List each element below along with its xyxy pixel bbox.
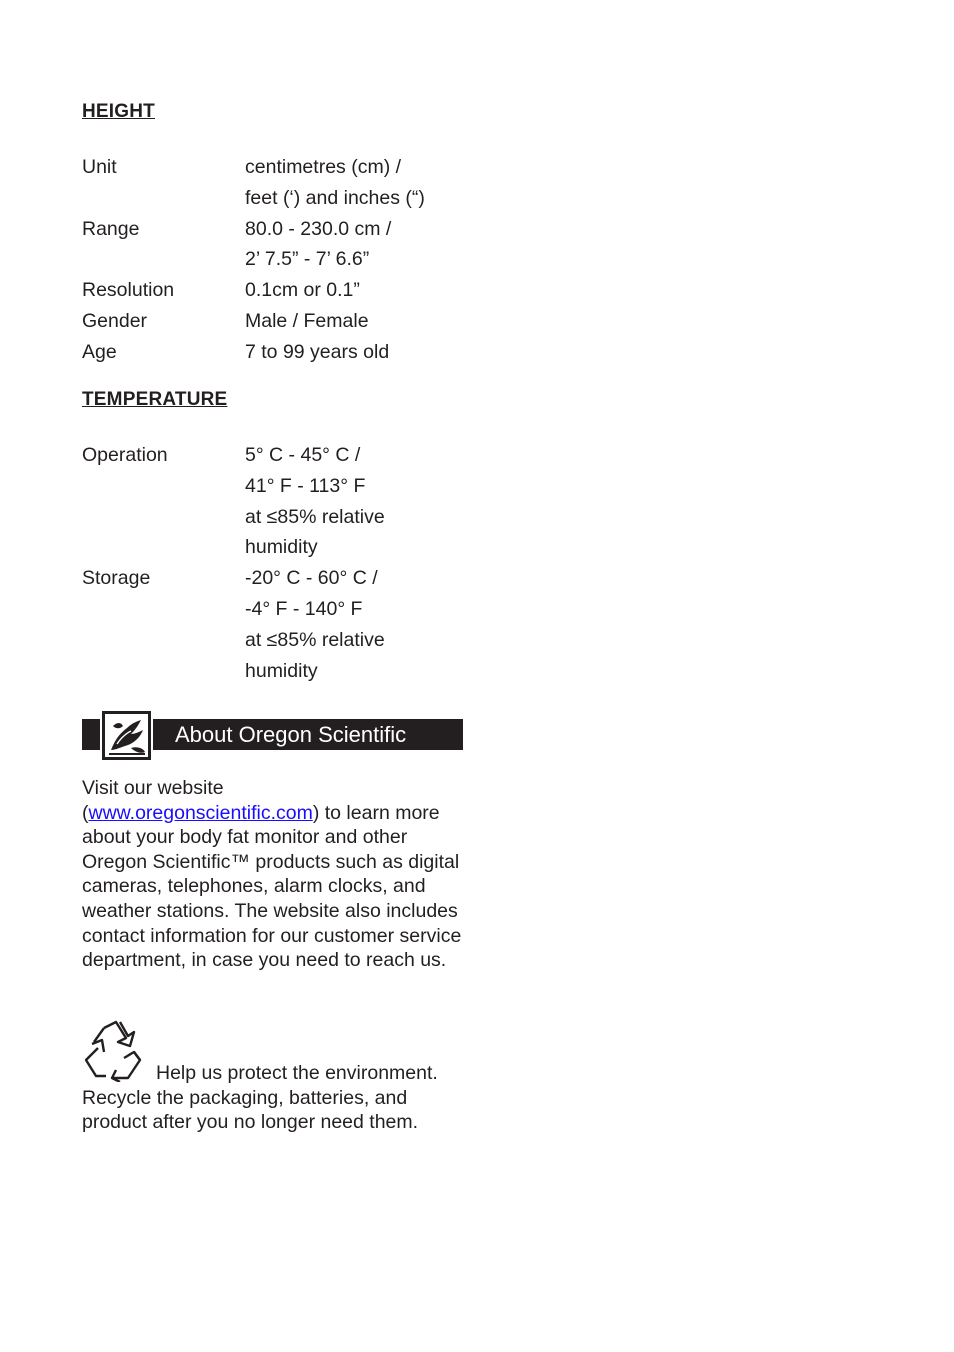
height-heading: HEIGHT: [82, 101, 155, 122]
spec-value: -4° F - 140° F: [245, 597, 363, 620]
about-title: About Oregon Scientific: [175, 722, 407, 747]
about-banner: [82, 719, 463, 750]
temperature-spec-table: [82, 440, 482, 686]
spec-label: Age: [82, 340, 117, 363]
spec-label: Unit: [82, 156, 117, 178]
environment-paragraph: [82, 1061, 462, 1135]
spec-value: centimetres (cm) /: [245, 156, 402, 178]
spec-label: Storage: [82, 567, 151, 590]
spec-row-gender: [82, 306, 482, 337]
about-paragraph: Visit our website (www.oregonscientific.com) to learn more about your body fat monitor and other Oregon Scientific™ products such as digital cameras, telephones, alarm clocks, and weather stations. The website also includes contact information for our customer service department, in case you need to reach us.: [82, 777, 462, 972]
spec-label: Range: [82, 217, 140, 240]
spec-value: Male / Female: [245, 309, 369, 332]
spec-row-operation: [82, 440, 482, 563]
oregon-logo-icon: [100, 709, 153, 762]
spec-row-storage: [82, 563, 482, 686]
spec-value: at ≤85% relative: [245, 628, 385, 651]
spec-value: 5° C - 45° C /: [245, 444, 361, 466]
spec-row-unit: [82, 152, 482, 214]
spec-value: at ≤85% relative: [245, 505, 385, 528]
spec-row-resolution: [82, 275, 482, 306]
spec-value: 41° F - 113° F: [245, 474, 366, 497]
environment-line1: Help us protect the environment.: [156, 1062, 438, 1084]
spec-value: humidity: [245, 659, 318, 682]
spec-label: Gender: [82, 309, 148, 332]
temperature-heading: TEMPERATURE: [82, 389, 228, 410]
spec-row-age: [82, 337, 482, 368]
spec-value: humidity: [245, 536, 318, 559]
environment-rest: Recycle the packaging, batteries, and product after you no longer need them.: [82, 1086, 419, 1134]
spec-value: feet (‘) and inches (“): [245, 186, 425, 209]
spec-value: 0.1cm or 0.1”: [245, 279, 360, 302]
spec-value: 2’ 7.5” - 7’ 6.6”: [245, 248, 370, 271]
spec-row-range: [82, 214, 482, 276]
spec-label: Resolution: [82, 279, 175, 302]
spec-label: Operation: [82, 444, 168, 466]
website-link[interactable]: www.oregonscientific.com: [88, 801, 313, 824]
height-spec-table: [82, 152, 482, 368]
spec-value: -20° C - 60° C /: [245, 567, 378, 590]
spec-value: 80.0 - 230.0 cm /: [245, 217, 392, 240]
spec-value: 7 to 99 years old: [245, 340, 390, 363]
